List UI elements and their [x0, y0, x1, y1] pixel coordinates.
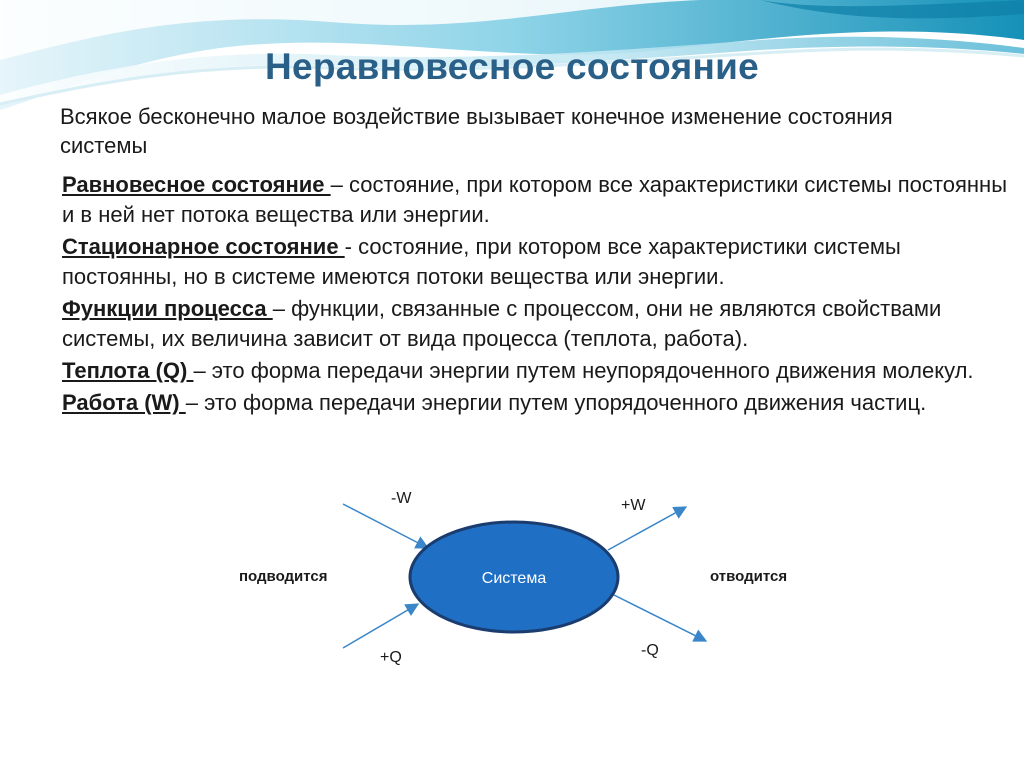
definition-item — [62, 232, 1012, 292]
arrow-in-bottom — [343, 604, 418, 648]
definition-term: Равновесное состояние — [62, 172, 331, 197]
definition-term: Работа (W) — [62, 390, 186, 415]
definition-text: - состояние, при котором все характеристики системы постоянны, но в системе имеются потоки вещества или энергии. — [62, 234, 901, 289]
page-title: Неравновесное состояние — [264, 46, 760, 87]
arrow-out-bottom — [612, 594, 706, 641]
system-label: Система — [481, 570, 547, 587]
definition-text: – это форма передачи энергии путем неупорядоченного движения молекул. — [193, 358, 974, 383]
definition-item — [62, 356, 1012, 386]
label-supplied: подводится — [239, 568, 328, 585]
energy-exchange-diagram — [0, 480, 1024, 680]
definition-text: – состояние, при котором все характеристики системы постоянны и в ней нет потока вещества или энергии. — [62, 172, 1008, 227]
definition-text: – это форма передачи энергии путем упорядоченного движения частиц. — [185, 390, 927, 415]
definitions-list — [62, 170, 1012, 420]
definition-item — [62, 294, 1012, 354]
arrow-in-top — [343, 504, 428, 548]
label-plus-q: +Q — [380, 649, 402, 666]
label-minus-q: -Q — [641, 642, 659, 659]
definition-item — [62, 388, 1012, 418]
definition-item — [62, 170, 1012, 230]
definition-term: Стационарное состояние — [62, 234, 345, 259]
definition-term: Теплота (Q) — [62, 358, 194, 383]
arrow-out-top — [608, 507, 686, 550]
label-plus-w: +W — [621, 497, 646, 514]
definition-text: – функции, связанные с процессом, они не являются свойствами системы, их величина зависит от вида процесса (теплота, работа). — [62, 296, 942, 351]
definition-term: Функции процесса — [62, 296, 273, 321]
label-removed: отводится — [710, 568, 788, 585]
label-minus-w: -W — [391, 490, 412, 507]
subtitle: Всякое бесконечно малое воздействие вызывает конечное изменение состояния системы — [60, 104, 893, 158]
